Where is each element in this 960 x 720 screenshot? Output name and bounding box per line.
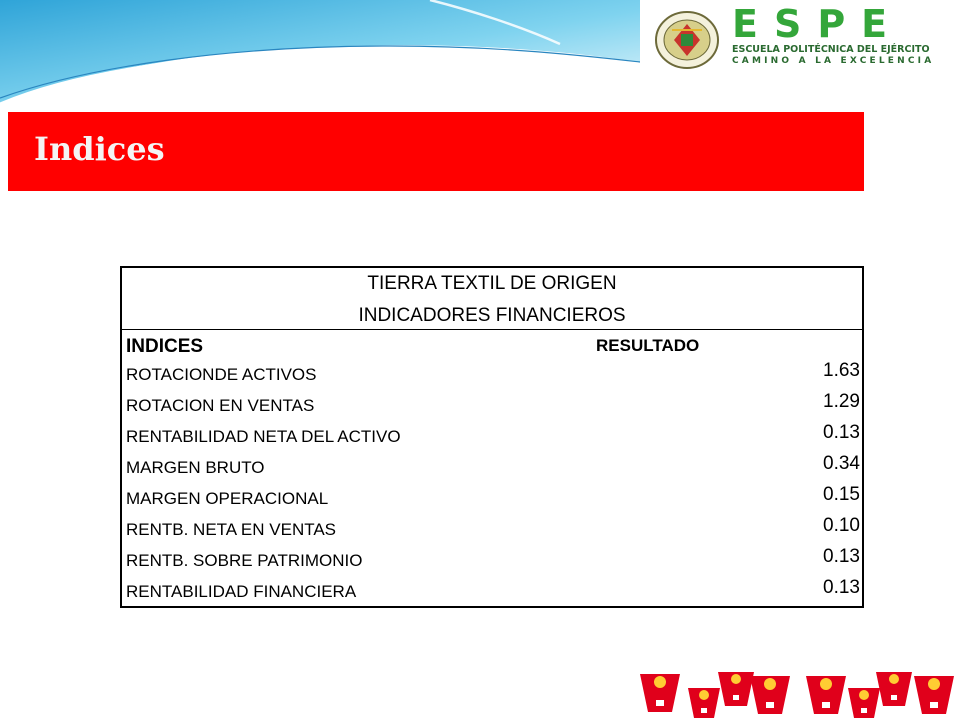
row-label: MARGEN BRUTO — [126, 458, 265, 477]
table-row — [122, 391, 862, 422]
row-value: 0.13 — [823, 546, 860, 567]
row-value: 1.29 — [823, 391, 860, 412]
title-separator — [122, 329, 862, 330]
flower-icon — [806, 676, 846, 714]
slide-title: Indices — [34, 130, 165, 168]
row-label: RENTB. SOBRE PATRIMONIO — [126, 551, 363, 570]
table-row — [122, 360, 862, 391]
brand-motto: CAMINO A LA EXCELENCIA — [732, 56, 935, 66]
table-row — [122, 577, 862, 608]
slide-title-bar — [8, 112, 864, 191]
header-swoosh-decoration — [0, 0, 660, 110]
row-value: 0.13 — [823, 422, 860, 443]
row-value: 0.13 — [823, 577, 860, 598]
flower-icon — [640, 674, 680, 712]
report-title: INDICADORES FINANCIEROS — [358, 305, 626, 326]
row-value: 0.15 — [823, 484, 860, 505]
flower-icon — [750, 676, 790, 714]
flower-icon — [848, 688, 880, 718]
brand-subtitle: ESCUELA POLITÉCNICA DEL EJÉRCITO — [732, 44, 930, 55]
table-row — [122, 422, 862, 453]
row-label: ROTACION EN VENTAS — [126, 396, 315, 415]
decorative-flowers — [636, 664, 960, 720]
row-value: 0.34 — [823, 453, 860, 474]
row-label: ROTACIONDE ACTIVOS — [126, 365, 317, 384]
table-row — [122, 484, 862, 515]
row-label: MARGEN OPERACIONAL — [126, 489, 329, 508]
table-row — [122, 515, 862, 546]
flower-icon — [718, 672, 754, 706]
row-value: 1.63 — [823, 360, 860, 381]
flower-icon — [876, 672, 912, 706]
brand-name: ESPE — [732, 2, 904, 46]
espe-seal-icon — [654, 10, 720, 70]
column-header-resultado: RESULTADO — [596, 336, 700, 355]
row-value: 0.10 — [823, 515, 860, 536]
row-label: RENTABILIDAD NETA DEL ACTIVO — [126, 427, 401, 446]
column-header-indices: INDICES — [126, 336, 204, 357]
flower-icon — [914, 676, 954, 714]
table-row — [122, 546, 862, 577]
table-row — [122, 453, 862, 484]
flower-icon — [688, 688, 720, 718]
espe-logo — [640, 0, 960, 80]
company-name: TIERRA TEXTIL DE ORIGEN — [367, 273, 617, 294]
row-label: RENTABILIDAD FINANCIERA — [126, 582, 357, 601]
row-label: RENTB. NETA EN VENTAS — [126, 520, 337, 539]
financial-indicators-table — [120, 266, 864, 608]
